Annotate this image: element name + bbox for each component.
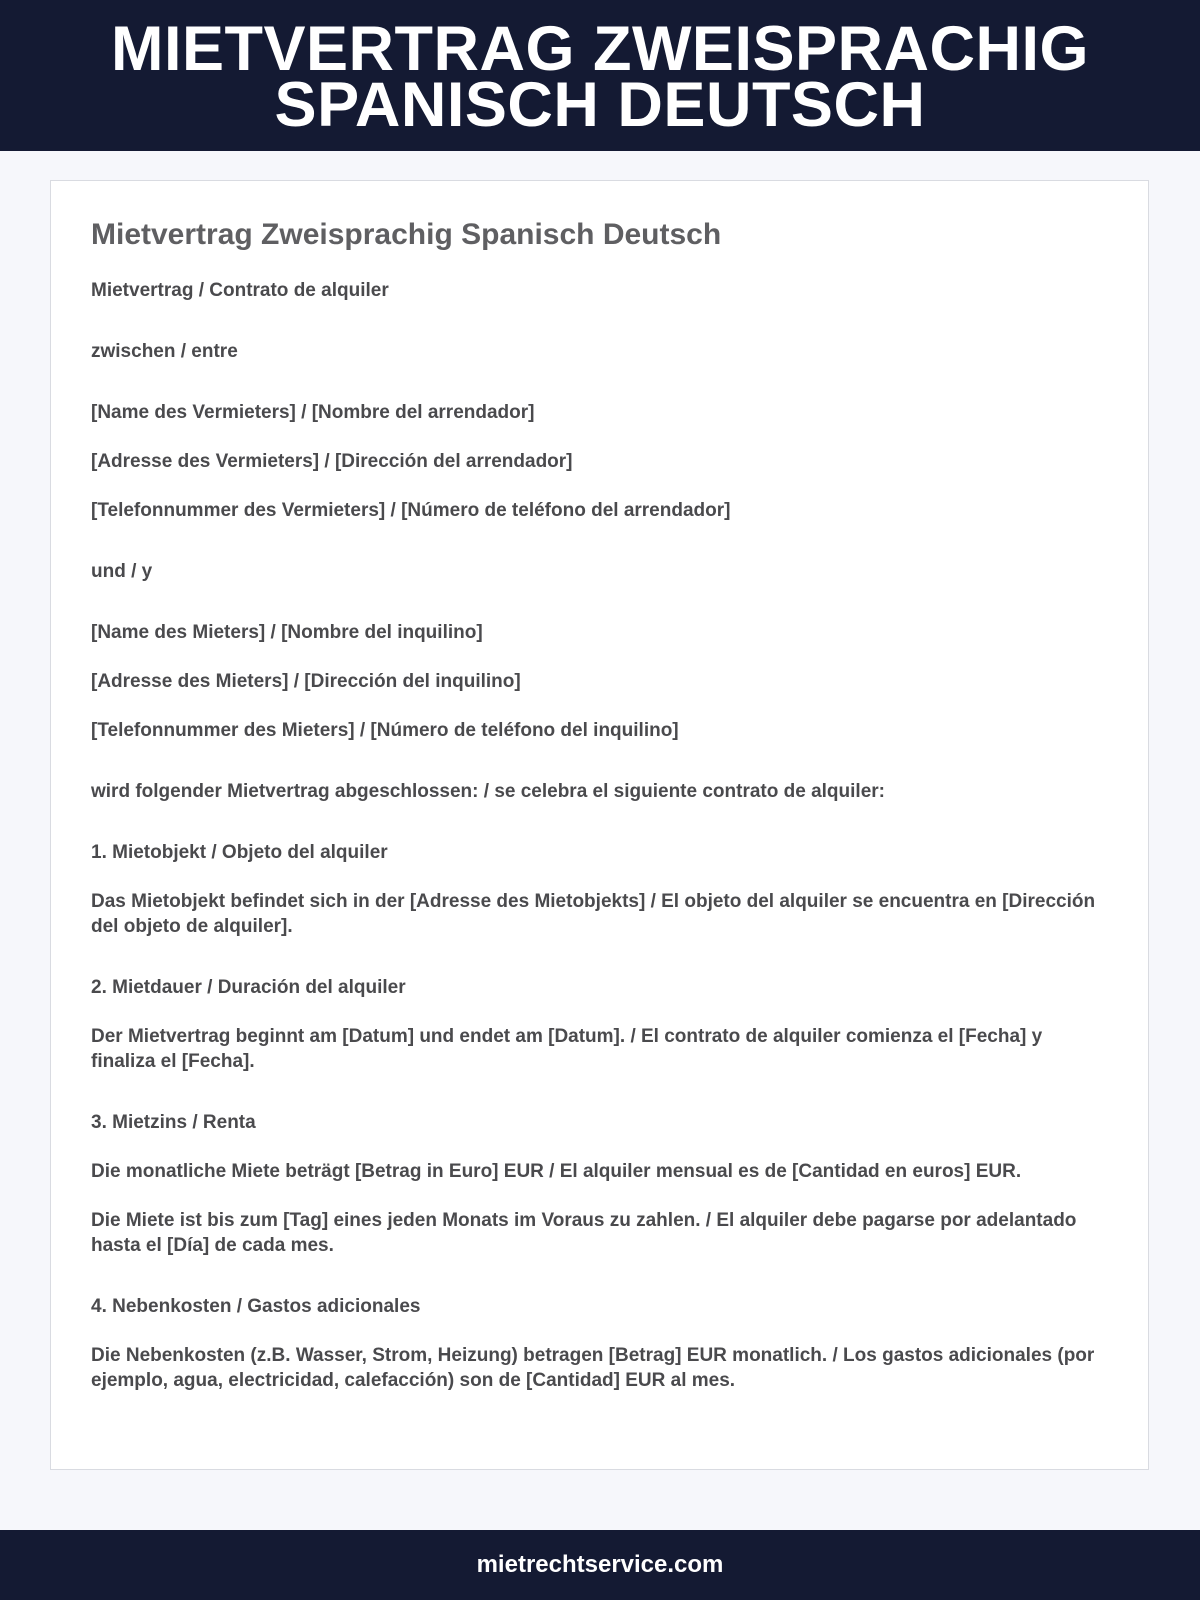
section-heading-rent: 3. Mietzins / Renta [91,1112,256,1133]
section-text-rental-object: Das Mietobjekt befindet sich in der [Adresse des Mietobjekts] / El objeto del alquiler se encuentra en [Dirección del objeto de alquiler]. [91,891,1096,937]
footer-site-link[interactable]: mietrechtservice.com [476,1551,724,1578]
doc-paragraph-and: und / y [91,561,153,582]
banner-title-line-2: SPANISCH DEUTSCH [274,69,926,140]
banner-title [50,13,1150,140]
tenant-address: [Adresse des Mieters] / [Dirección del inquilino] [91,671,521,692]
landlord-phone: [Telefonnummer des Vermieters] / [Número de teléfono del arrendador] [91,500,731,521]
section-text-additional-costs: Die Nebenkosten (z.B. Wasser, Strom, Heizung) betragen [Betrag] EUR monatlich. / Los gastos adicionales (por ejemplo, agua, electricidad, calefacción) son de [Cantidad] EUR al mes. [91,1345,1095,1391]
tenant-name: [Name des Mieters] / [Nombre del inquilino] [91,622,483,643]
section-text-duration: Der Mietvertrag beginnt am [Datum] und endet am [Datum]. / El contrato de alquiler comienza el [Fecha] y finaliza el [Fecha]. [91,1026,1043,1072]
section-text-rent-due: Die Miete ist bis zum [Tag] eines jeden Monats im Voraus zu zahlen. / El alquiler debe pagarse por adelantado hasta el [Día] de cada mes. [91,1210,1077,1256]
doc-paragraph-between: zwischen / entre [91,341,238,362]
document-card [50,180,1149,1470]
footer-bar [0,1530,1200,1600]
banner-title-line-1: MIETVERTRAG ZWEISPRACHIG [110,13,1089,84]
document-body [91,278,1111,1393]
section-heading-additional-costs: 4. Nebenkosten / Gastos adicionales [91,1296,421,1317]
landlord-address: [Adresse des Vermieters] / [Dirección del arrendador] [91,451,573,472]
document-title: Mietvertrag Zweisprachig Spanisch Deutsch [91,218,722,251]
landlord-name: [Name des Vermieters] / [Nombre del arrendador] [91,402,535,423]
doc-heading-contract: Mietvertrag / Contrato de alquiler [91,280,389,301]
doc-paragraph-agreement: wird folgender Mietvertrag abgeschlossen: / se celebra el siguiente contrato de alquiler: [91,781,885,802]
section-heading-rental-object: 1. Mietobjekt / Objeto del alquiler [91,842,388,863]
section-heading-duration: 2. Mietdauer / Duración del alquiler [91,977,406,998]
section-text-rent-amount: Die monatliche Miete beträgt [Betrag in Euro] EUR / El alquiler mensual es de [Cantidad en euros] EUR. [91,1161,1022,1182]
header-banner [0,0,1200,151]
tenant-phone: [Telefonnummer des Mieters] / [Número de teléfono del inquilino] [91,720,679,741]
